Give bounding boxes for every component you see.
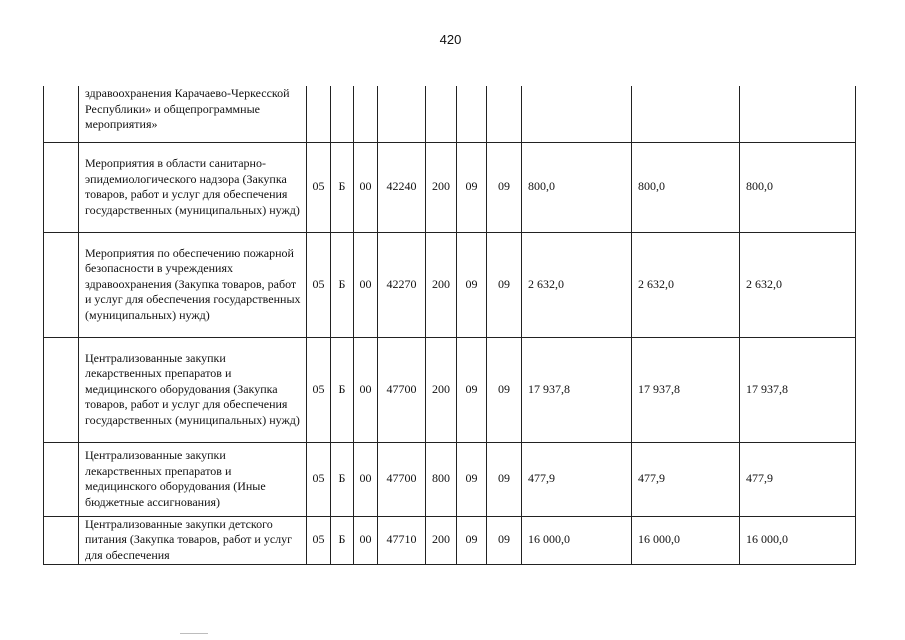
amount-year-3: 2 632,0	[740, 232, 856, 337]
code-program	[307, 86, 331, 142]
code-section	[457, 86, 487, 142]
empty-cell	[44, 337, 79, 442]
code-direction: 47700	[378, 442, 426, 516]
amount-year-1: 477,9	[522, 442, 632, 516]
code-subsection: 09	[487, 442, 522, 516]
code-subsection: 09	[487, 516, 522, 564]
table-row	[44, 337, 856, 442]
row-name: Мероприятия в области санитарно-эпидемиологического надзора (Закупка товаров, работ и услуг для обеспечения государственных (муниципальных) нужд)	[79, 142, 307, 232]
code-subsection	[487, 86, 522, 142]
code-section: 09	[457, 442, 487, 516]
amount-year-1: 16 000,0	[522, 516, 632, 564]
code-program: 05	[307, 337, 331, 442]
amount-year-3: 800,0	[740, 142, 856, 232]
row-name: Централизованные закупки лекарственных препаратов и медицинского оборудования (Иные бюджетные ассигнования)	[79, 442, 307, 516]
empty-cell	[44, 516, 79, 564]
code-expense-type: 200	[426, 337, 457, 442]
amount-year-2	[632, 86, 740, 142]
empty-cell	[44, 142, 79, 232]
code-subprogram: Б	[331, 516, 354, 564]
amount-year-1: 800,0	[522, 142, 632, 232]
row-name: Мероприятия по обеспечению пожарной безопасности в учреждениях здравоохранения (Закупка товаров, работ и услуг для обеспечения государственных (муниципальных) нужд)	[79, 232, 307, 337]
budget-table	[43, 86, 856, 565]
table-row	[44, 142, 856, 232]
code-direction	[378, 86, 426, 142]
code-event	[354, 86, 378, 142]
code-subprogram: Б	[331, 142, 354, 232]
table-row	[44, 516, 856, 564]
code-section: 09	[457, 232, 487, 337]
table-row	[44, 86, 856, 142]
table-row	[44, 442, 856, 516]
amount-year-2: 2 632,0	[632, 232, 740, 337]
empty-cell	[44, 232, 79, 337]
code-expense-type: 200	[426, 516, 457, 564]
code-section: 09	[457, 516, 487, 564]
amount-year-2: 17 937,8	[632, 337, 740, 442]
amount-year-3: 16 000,0	[740, 516, 856, 564]
amount-year-3: 17 937,8	[740, 337, 856, 442]
row-name: Централизованные закупки лекарственных препаратов и медицинского оборудования (Закупка товаров, работ и услуг для обеспечения государственных (муниципальных) нужд)	[79, 337, 307, 442]
code-program: 05	[307, 142, 331, 232]
code-subprogram: Б	[331, 232, 354, 337]
table-row	[44, 232, 856, 337]
code-subsection: 09	[487, 232, 522, 337]
code-expense-type: 200	[426, 232, 457, 337]
code-subsection: 09	[487, 337, 522, 442]
scan-mark	[180, 633, 208, 634]
empty-cell	[44, 86, 79, 142]
amount-year-1	[522, 86, 632, 142]
row-name: здравоохранения Карачаево-Черкесской Республики» и общепрограммные мероприятия»	[79, 86, 307, 142]
code-section: 09	[457, 142, 487, 232]
code-subprogram	[331, 86, 354, 142]
code-event: 00	[354, 337, 378, 442]
empty-cell	[44, 442, 79, 516]
code-section: 09	[457, 337, 487, 442]
code-expense-type: 800	[426, 442, 457, 516]
code-expense-type	[426, 86, 457, 142]
code-event: 00	[354, 232, 378, 337]
page-number: 420	[439, 32, 462, 47]
code-direction: 47710	[378, 516, 426, 564]
code-event: 00	[354, 142, 378, 232]
code-subprogram: Б	[331, 337, 354, 442]
code-event: 00	[354, 442, 378, 516]
amount-year-3: 477,9	[740, 442, 856, 516]
code-direction: 42270	[378, 232, 426, 337]
amount-year-2: 16 000,0	[632, 516, 740, 564]
code-subsection: 09	[487, 142, 522, 232]
code-direction: 42240	[378, 142, 426, 232]
code-subprogram: Б	[331, 442, 354, 516]
code-program: 05	[307, 516, 331, 564]
code-event: 00	[354, 516, 378, 564]
code-program: 05	[307, 442, 331, 516]
amount-year-1: 2 632,0	[522, 232, 632, 337]
amount-year-3	[740, 86, 856, 142]
code-direction: 47700	[378, 337, 426, 442]
amount-year-1: 17 937,8	[522, 337, 632, 442]
amount-year-2: 477,9	[632, 442, 740, 516]
code-expense-type: 200	[426, 142, 457, 232]
code-program: 05	[307, 232, 331, 337]
amount-year-2: 800,0	[632, 142, 740, 232]
row-name: Централизованные закупки детского питания (Закупка товаров, работ и услуг для обеспечения	[79, 516, 307, 564]
